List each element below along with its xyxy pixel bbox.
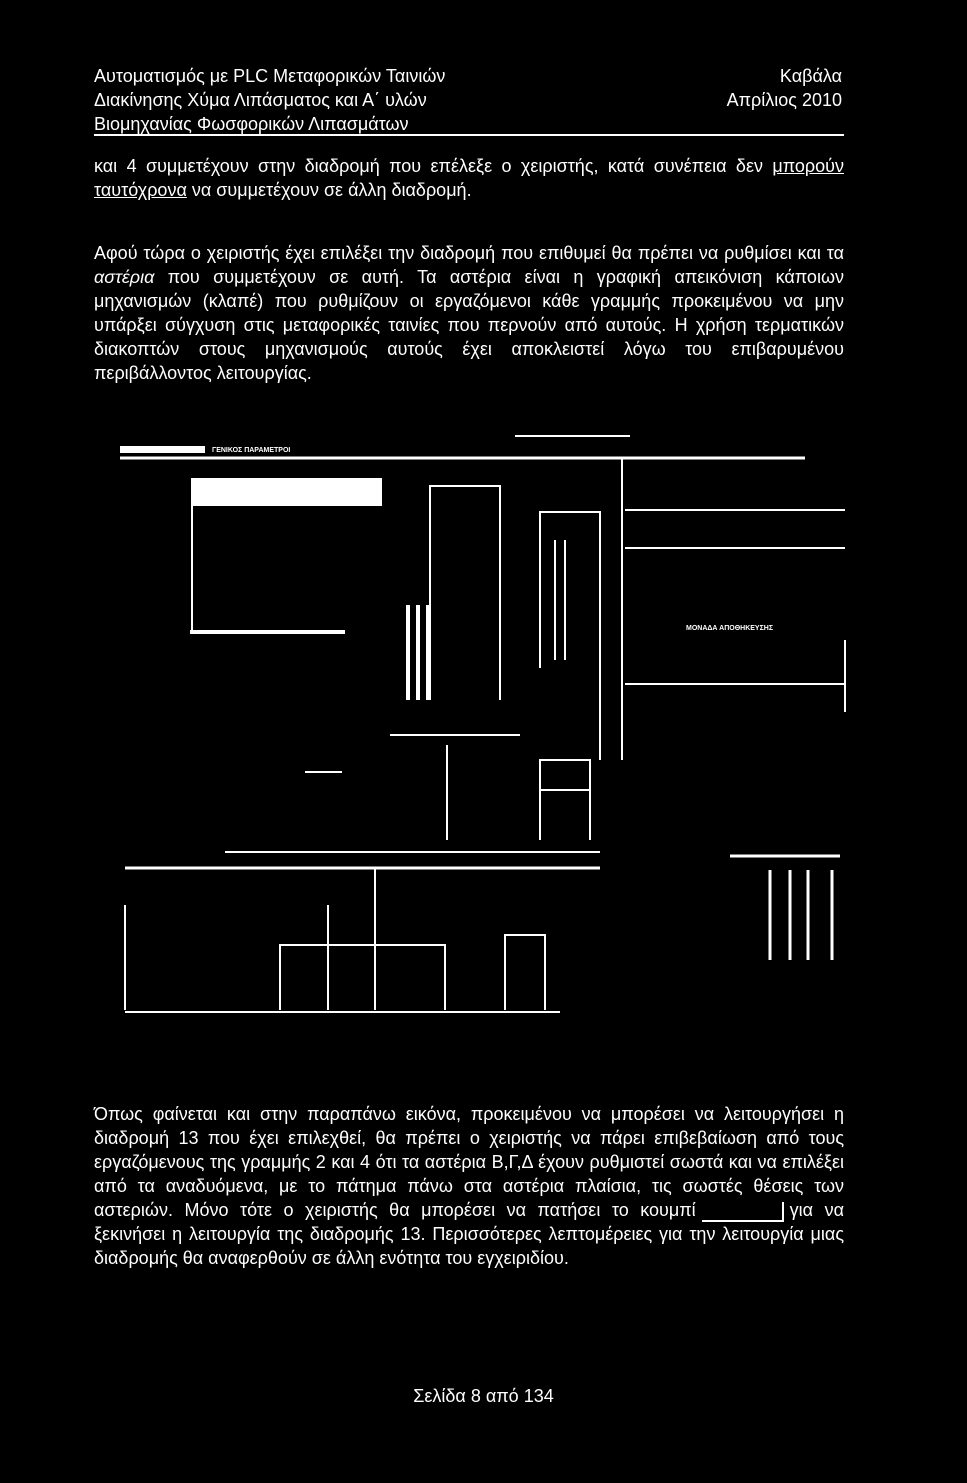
paragraph-1-underlined: μπορούν ταυτόχρονα — [94, 156, 844, 200]
header-title-line-3: Βιομηχανίας Φωσφορικών Λιπασμάτων — [94, 114, 409, 134]
header-title-line-2: Διακίνησης Χύμα Λιπάσματος και Α΄ υλών — [94, 90, 427, 110]
diagram-label-right: ΜΟΝΑΔΑ ΑΠΟΘΗΚΕΥΣΗΣ — [686, 625, 774, 632]
paragraph-1-text-b: να συμμετέχουν σε άλλη διαδρομή. — [186, 180, 472, 200]
paragraph-1-text-a: και 4 συμμετέχουν στην διαδρομή που επέλεξε ο χειριστής, κατά συνέπεια δεν — [94, 156, 773, 176]
paragraph-3-text-b: για να ξεκινήσει η λειτουργία της διαδρομής 13. Περισσότερες λεπτομέρειες για την λειτουργία μιας διαδρομής θα αναφερθούν σε άλλη ενότητα του εγχειριδίου. — [94, 1200, 845, 1268]
page-number: Σελίδα 8 από 134 — [413, 1386, 554, 1406]
header-title-line-1: Αυτοματισμός με PLC Μεταφορικών Ταινιών — [94, 66, 446, 86]
header-meta — [718, 64, 842, 112]
diagram-title-bar — [120, 446, 205, 453]
diagram-right-box — [540, 512, 600, 760]
header-rule — [94, 134, 844, 136]
diagram-label-left: ΓΕΝΙΚΟΣ ΠΑΡΑΜΕΤΡΟΙ — [212, 447, 291, 454]
paragraph-3 — [94, 1102, 844, 1270]
start-route-button[interactable] — [702, 1202, 784, 1222]
diagram-center-box — [430, 486, 500, 700]
paragraph-2 — [94, 241, 844, 385]
paragraph-2-italic: αστέρια — [94, 267, 155, 287]
header-title — [94, 64, 445, 136]
paragraph-2-text-b: που συμμετέχουν σε αυτή. Τα αστέρια είναι η γραφική απεικόνιση κάποιων μηχανισμών (κλαπέ) που ρυθμίζουν οι εργαζόμενοι κάθε γραμμής προκειμένου να μην υπάρξει σύγχυση στις μεταφορικές ταινίες που περνούν από αυτούς. Η χρήση τερματικών διακοπτών στους μηχανισμούς αυτούς έχει αποκλειστεί λόγω του επιβαρυμένου περιβάλλοντος λειτουργίας. — [94, 267, 844, 383]
header-date: Απρίλιος 2010 — [726, 90, 842, 110]
paragraph-2-text-a: Αφού τώρα ο χειριστής έχει επιλέξει την διαδρομή που επιθυμεί θα πρέπει να ρυθμίσει και τα — [94, 243, 844, 263]
diagram-lower-box — [540, 760, 590, 840]
diagram-bottom-box — [280, 945, 445, 1010]
header-location: Καβάλα — [779, 66, 842, 86]
paragraph-3-text-a: Όπως φαίνεται και στην παραπάνω εικόνα, προκειμένου να μπορέσει να λειτουργήσει η διαδρομή 13 που έχει επιλεχθεί, θα πρέπει ο χειριστής να πάρει επιβεβαίωση από τους εργαζόμενους της γραμμής 2 και 4 ότι τα αστέρια Β,Γ,Δ έχουν ρυθμιστεί σωστά και να επιλέξει από τα αναδυόμενα, με το πάτημα πάνω στα αστέρια πλαίσια, τις σωστές θέσεις των αστεριών. Μόνο τότε ο χειριστής θα μπορέσει να πατήσει το κουμπί — [94, 1104, 844, 1220]
diagram-bottom-box-2 — [505, 935, 545, 1010]
diagram-left-panel — [192, 478, 382, 506]
paragraph-1 — [94, 154, 844, 202]
